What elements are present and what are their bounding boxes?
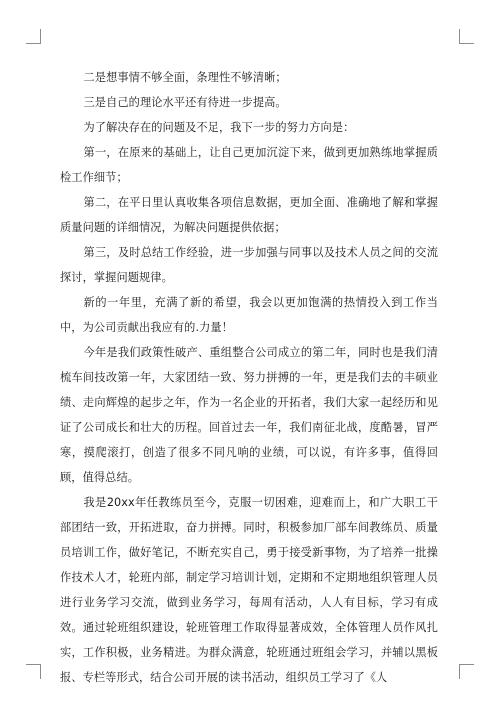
paragraph: 三是自己的理论水平还有待进一步提高。 (83, 96, 287, 109)
paragraph: 第二，在平日里认真收集各项信息数据，更加全面、准确地了解和掌握质量问题的详细情况，为解决问题提供依据； (60, 196, 438, 234)
paragraph: 第一，在原来的基础上，让自己更加沉淀下来，做到更加熟练地掌握质检工作细节； (60, 146, 438, 184)
paragraph: 今年是我们政策性破产、重组整合公司成立的第二年，同时也是我们清梳车间技改第一年，大家团结一致、努力拼搏的一年，更是我们去的丰硕业绩、走向辉煌的起步之年，作为一名企业的开拓者，我们大家一起经历和见证了公司成长和壮大的历程。回首过去一年，我们南征北战，度酷暑，冒严寒，摸爬滚打，创造了很多不同凡响的业绩，可以说，有许多事，值得回顾，值得总结。 (60, 346, 438, 484)
paragraph: 我是20xx年任教练员至今，克服一切困难，迎难而上，和广大职工干部团结一致，开拓进取，奋力拼搏。同时，积极参加厂部车间教练员、质量员培训工作，做好笔记，不断充实自己，勇于接受新事物，为了培养一批操作技术人才，轮班内部，制定学习培训计划，定期和不定期地组织管理人员进行业务学习交流，做到业务学习，每周有活动，人人有目标，学习有成效。通过轮班组织建设，轮班管理工作取得显著成效，全体管理人员作风扎实，工作积极，业务精进。为群众满意，轮班通过班组会学习，并辅以黑板报、专栏等形式，结合公司开展的读书活动，组织员工学习了《人 (60, 496, 438, 684)
paragraph: 二是想事情不够全面，条理性不够清晰； (83, 71, 287, 84)
crop-mark-top-left (26, 29, 41, 44)
paragraph: 第三，及时总结工作经验，进一步加强与同事以及技术人员之间的交流探讨，掌握问题规律。 (60, 246, 438, 284)
crop-mark-bottom-right (459, 664, 474, 679)
paragraph: 新的一年里，充满了新的希望，我会以更加饱满的热情投入到工作当中，为公司贡献出我应有的.力量！ (60, 296, 438, 334)
crop-mark-top-right (459, 29, 474, 44)
crop-mark-bottom-left (26, 664, 41, 679)
document-body (60, 65, 438, 690)
paragraph: 为了解决存在的问题及不足，我下一步的努力方向是： (83, 121, 355, 134)
